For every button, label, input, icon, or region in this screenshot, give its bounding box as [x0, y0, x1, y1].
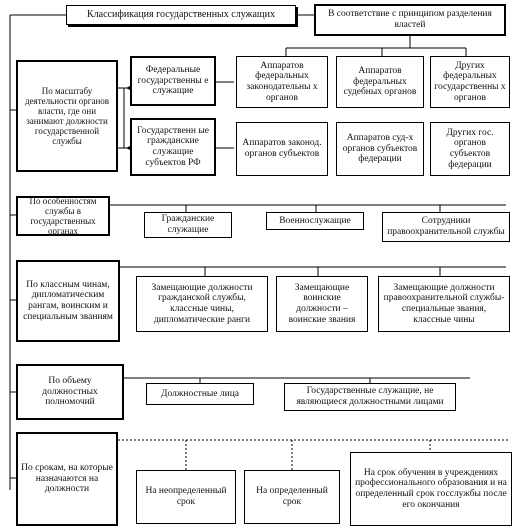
- federal-legislative-box: Аппаратов федеральных законодательны х органов: [236, 56, 328, 108]
- officials-box: Должностные лица: [146, 383, 254, 405]
- subject-other-box: Других гос. органов субъектов федерации: [430, 122, 510, 176]
- civil-ranks-box: Замещающие должности гражданской службы, классные чины, дипломатические ранги: [136, 276, 268, 332]
- civil-servants-box: Гражданские служащие: [144, 212, 232, 238]
- terms-category: По срокам, на которые назначаются на должности: [16, 432, 118, 526]
- indefinite-term-box: На неопределенный срок: [136, 470, 236, 524]
- military-servants-box: Военнослужащие: [266, 212, 364, 230]
- military-ranks-box: Замещающие воинские должности – воинские звания: [276, 276, 368, 332]
- subject-legislative-box: Аппаратов законод. органов субъектов: [236, 122, 328, 176]
- ranks-category: По классным чинам, дипломатическим рангам, воинским и специальным званиям: [16, 260, 120, 342]
- law-enforcement-ranks-box: Замещающие должности правоохранительной службы- специальные звания, классные чины: [378, 276, 510, 332]
- scale-category: По масштабу деятельности органов власти, где они занимают должности государственной службы: [16, 60, 118, 172]
- study-term-box: На срок обучения в учреждениях профессионального образования и на определенный срок госслужбы после его окончания: [350, 452, 512, 526]
- federal-judicial-box: Аппаратов федеральных судебных органов: [336, 56, 424, 108]
- federal-other-box: Других федеральных государственны х органов: [430, 56, 510, 108]
- classification-title: Классификация государственных служащих: [66, 5, 296, 25]
- subject-servants-box: Государственн ые гражданские служащие субъектов РФ: [130, 118, 216, 176]
- federal-servants-box: Федеральные государственны е служащие: [130, 56, 216, 106]
- law-enforcement-box: Сотрудники правоохранительной службы: [382, 212, 510, 242]
- non-officials-box: Государственные служащие, не являющиеся должностными лицами: [284, 383, 456, 411]
- principle-box: В соответствие с принципом разделения властей: [314, 4, 506, 36]
- definite-term-box: На определенный срок: [244, 470, 340, 524]
- powers-category: По объему должностных полномочий: [16, 364, 124, 420]
- subject-judicial-box: Аппаратов суд-х органов субъектов федерации: [336, 122, 424, 176]
- features-category: По особенностям службы в государственных органах: [16, 196, 110, 236]
